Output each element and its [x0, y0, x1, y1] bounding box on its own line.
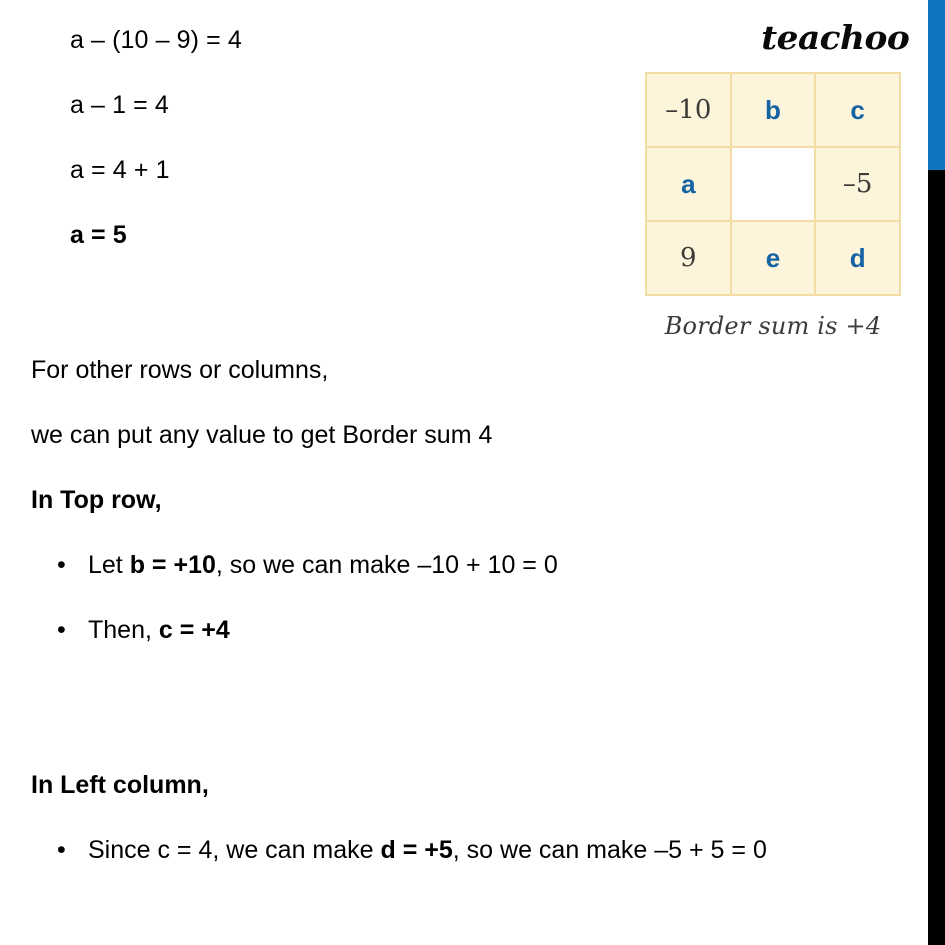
grid-cell-r3c1: 9 [646, 221, 731, 295]
list-item-text-pre: Since c = 4, we can make [88, 836, 381, 864]
list-item [31, 838, 911, 863]
equation-block [70, 28, 610, 248]
list-item-text [88, 838, 911, 863]
list-item-text-strong: d = +5 [380, 836, 453, 864]
equation-line-4-result: a = 5 [70, 221, 127, 249]
list-item-text [88, 618, 911, 643]
equation-line-1: a – (10 – 9) = 4 [70, 26, 242, 54]
explanation-body [31, 358, 911, 903]
prose-line-any-value: we can put any value to get Border sum 4 [31, 421, 493, 449]
section-spacer [31, 683, 911, 773]
figure-caption: Border sum is +4 [664, 312, 882, 340]
list-item-text-pre: Let [88, 551, 130, 579]
border-sum-grid [645, 72, 901, 296]
equation-line-2: a – 1 = 4 [70, 91, 169, 119]
list-item-text [88, 553, 911, 578]
grid-cell-r3c3: d [815, 221, 900, 295]
list-item-text-strong: b = +10 [129, 551, 216, 579]
grid-cell-r2c1: a [646, 147, 731, 221]
heading-in-top-row: In Top row, [31, 486, 162, 514]
edge-bar-blue-segment [928, 0, 945, 170]
grid-cell-r1c2: b [731, 73, 816, 147]
list-item-text-strong: c = +4 [158, 616, 230, 644]
bullet-marker-icon: • [57, 551, 66, 579]
border-sum-figure [645, 72, 901, 340]
list-item [31, 553, 911, 578]
heading-in-left-column: In Left column, [31, 771, 209, 799]
bullet-marker-icon: • [57, 836, 66, 864]
list-item [31, 618, 911, 643]
grid-cell-r2c2-empty [731, 147, 816, 221]
grid-cell-r1c1: –10 [646, 73, 731, 147]
grid-cell-r3c2: e [731, 221, 816, 295]
list-item-text-post: , so we can make –5 + 5 = 0 [452, 836, 767, 864]
grid-cell-r1c3: c [815, 73, 900, 147]
edge-bar-black-segment [928, 170, 945, 945]
bullet-marker-icon: • [57, 616, 66, 644]
list-item-text-pre: Then, [88, 616, 159, 644]
table-row [646, 221, 900, 295]
right-edge-bar [928, 0, 945, 945]
prose-line-for-other-rows: For other rows or columns, [31, 356, 329, 384]
table-row [646, 147, 900, 221]
equation-line-3: a = 4 + 1 [70, 156, 170, 184]
list-item-text-post: , so we can make –10 + 10 = 0 [215, 551, 558, 579]
teachoo-logo: teachoo [761, 18, 909, 57]
table-row [646, 73, 900, 147]
grid-cell-r2c3: –5 [815, 147, 900, 221]
